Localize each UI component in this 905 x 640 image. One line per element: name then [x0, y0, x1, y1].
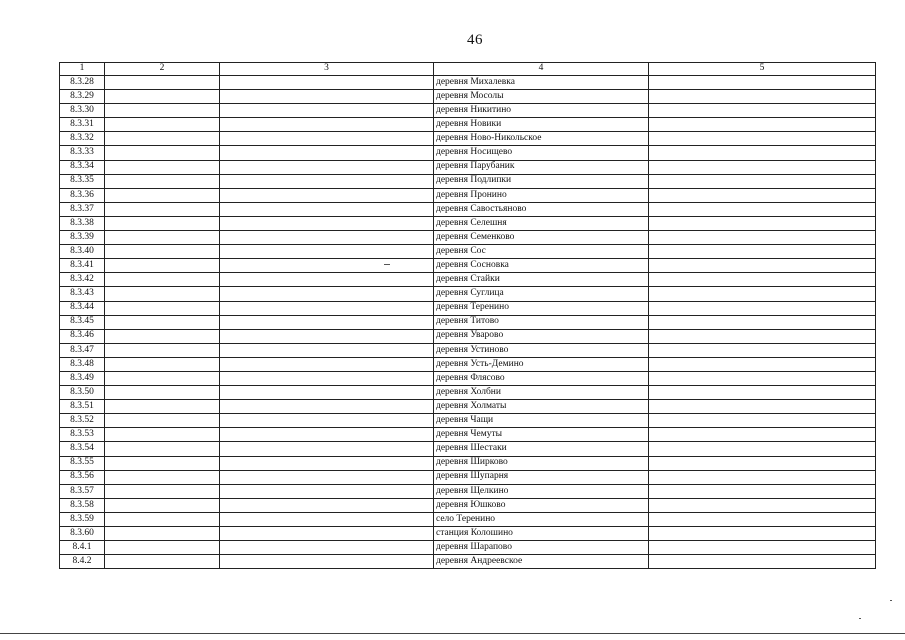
- row-number: 8.3.54: [60, 442, 105, 456]
- column-2-cell: [105, 512, 220, 526]
- column-2-cell: [105, 132, 220, 146]
- settlement-name: деревня Семенково: [434, 231, 649, 245]
- table-row: [60, 146, 876, 160]
- column-3-cell: [220, 329, 434, 343]
- column-3-cell: [220, 160, 434, 174]
- column-5-cell: [649, 245, 876, 259]
- column-header-2: 2: [105, 63, 220, 76]
- column-5-cell: [649, 132, 876, 146]
- settlement-name: деревня Носищево: [434, 146, 649, 160]
- row-number: 8.3.43: [60, 287, 105, 301]
- column-5-cell: [649, 357, 876, 371]
- table-header-row: [60, 63, 876, 76]
- column-3-cell: [220, 259, 434, 273]
- column-3-cell: [220, 484, 434, 498]
- column-5-cell: [649, 315, 876, 329]
- row-number: 8.3.48: [60, 357, 105, 371]
- column-2-cell: [105, 259, 220, 273]
- column-3-cell: [220, 287, 434, 301]
- column-2-cell: [105, 343, 220, 357]
- column-3-cell: [220, 343, 434, 357]
- row-number: 8.3.44: [60, 301, 105, 315]
- column-2-cell: [105, 400, 220, 414]
- table-row: [60, 118, 876, 132]
- column-2-cell: [105, 470, 220, 484]
- column-5-cell: [649, 400, 876, 414]
- settlement-name: деревня Стайки: [434, 273, 649, 287]
- table-row: [60, 90, 876, 104]
- settlement-name: деревня Михалевка: [434, 76, 649, 90]
- row-number: 8.3.49: [60, 371, 105, 385]
- settlement-name: деревня Савостьяново: [434, 202, 649, 216]
- column-3-cell: [220, 357, 434, 371]
- row-number: 8.3.50: [60, 386, 105, 400]
- row-number: 8.3.35: [60, 174, 105, 188]
- settlement-name: деревня Суглица: [434, 287, 649, 301]
- row-number: 8.3.37: [60, 202, 105, 216]
- column-5-cell: [649, 202, 876, 216]
- column-2-cell: [105, 301, 220, 315]
- row-number: 8.3.46: [60, 329, 105, 343]
- column-3-cell: [220, 498, 434, 512]
- settlement-name: деревня Холбни: [434, 386, 649, 400]
- table-row: [60, 273, 876, 287]
- table-row: [60, 188, 876, 202]
- settlement-name: деревня Флясово: [434, 371, 649, 385]
- column-2-cell: [105, 273, 220, 287]
- column-2-cell: [105, 498, 220, 512]
- row-number: 8.3.38: [60, 216, 105, 230]
- column-5-cell: [649, 484, 876, 498]
- column-2-cell: [105, 541, 220, 555]
- settlement-name: деревня Титово: [434, 315, 649, 329]
- settlement-name: деревня Шарапово: [434, 541, 649, 555]
- row-number: 8.3.34: [60, 160, 105, 174]
- column-3-cell: [220, 231, 434, 245]
- table-row: [60, 400, 876, 414]
- column-2-cell: [105, 357, 220, 371]
- row-number: 8.3.45: [60, 315, 105, 329]
- column-5-cell: [649, 231, 876, 245]
- column-2-cell: [105, 371, 220, 385]
- column-3-cell: [220, 555, 434, 569]
- column-3-cell: [220, 371, 434, 385]
- column-2-cell: [105, 555, 220, 569]
- column-3-cell: [220, 174, 434, 188]
- column-header-1: 1: [60, 63, 105, 76]
- row-number: 8.3.56: [60, 470, 105, 484]
- row-number: 8.3.28: [60, 76, 105, 90]
- table-row: [60, 132, 876, 146]
- row-number: 8.3.59: [60, 512, 105, 526]
- column-3-cell: [220, 541, 434, 555]
- column-3-cell: [220, 301, 434, 315]
- settlement-name: деревня Андреевское: [434, 555, 649, 569]
- table-row: [60, 329, 876, 343]
- settlement-name: деревня Подлипки: [434, 174, 649, 188]
- table-row: [60, 527, 876, 541]
- table-row: [60, 386, 876, 400]
- table-row: [60, 442, 876, 456]
- column-2-cell: [105, 386, 220, 400]
- row-number: 8.3.29: [60, 90, 105, 104]
- settlement-name: деревня Шупарня: [434, 470, 649, 484]
- settlement-name: деревня Уварово: [434, 329, 649, 343]
- settlement-name: станция Колошино: [434, 527, 649, 541]
- column-5-cell: [649, 414, 876, 428]
- column-3-cell: [220, 202, 434, 216]
- settlement-name: деревня Ново-Никольское: [434, 132, 649, 146]
- column-5-cell: [649, 301, 876, 315]
- column-3-cell: [220, 315, 434, 329]
- column-2-cell: [105, 76, 220, 90]
- column-3-cell: [220, 527, 434, 541]
- column-2-cell: [105, 90, 220, 104]
- column-2-cell: [105, 216, 220, 230]
- column-2-cell: [105, 160, 220, 174]
- settlement-name: деревня Парубаник: [434, 160, 649, 174]
- column-5-cell: [649, 104, 876, 118]
- table-row: [60, 104, 876, 118]
- column-5-cell: [649, 160, 876, 174]
- column-3-cell: [220, 146, 434, 160]
- table-row: [60, 484, 876, 498]
- table-row: [60, 414, 876, 428]
- row-number: 8.3.30: [60, 104, 105, 118]
- scan-speck: [890, 600, 892, 601]
- column-3-cell: [220, 386, 434, 400]
- column-5-cell: [649, 188, 876, 202]
- column-2-cell: [105, 329, 220, 343]
- column-5-cell: [649, 343, 876, 357]
- column-2-cell: [105, 315, 220, 329]
- column-2-cell: [105, 456, 220, 470]
- column-5-cell: [649, 259, 876, 273]
- table-row: [60, 202, 876, 216]
- settlement-name: деревня Холматы: [434, 400, 649, 414]
- column-3-cell: [220, 428, 434, 442]
- column-2-cell: [105, 188, 220, 202]
- table-row: [60, 357, 876, 371]
- row-number: 8.3.55: [60, 456, 105, 470]
- row-number: 8.3.47: [60, 343, 105, 357]
- settlement-name: деревня Щелкино: [434, 484, 649, 498]
- column-2-cell: [105, 202, 220, 216]
- column-3-cell: [220, 132, 434, 146]
- table-row: [60, 371, 876, 385]
- column-3-cell: [220, 188, 434, 202]
- column-3-cell: [220, 400, 434, 414]
- scan-speck: [859, 618, 861, 619]
- row-number: 8.3.41: [60, 259, 105, 273]
- column-5-cell: [649, 527, 876, 541]
- column-3-cell: [220, 216, 434, 230]
- column-3-cell: [220, 104, 434, 118]
- column-5-cell: [649, 146, 876, 160]
- column-5-cell: [649, 555, 876, 569]
- settlement-name: деревня Сос: [434, 245, 649, 259]
- settlement-name: деревня Селешня: [434, 216, 649, 230]
- column-5-cell: [649, 470, 876, 484]
- column-5-cell: [649, 498, 876, 512]
- settlement-name: село Теренино: [434, 512, 649, 526]
- column-5-cell: [649, 273, 876, 287]
- column-5-cell: [649, 456, 876, 470]
- column-2-cell: [105, 428, 220, 442]
- row-number: 8.3.36: [60, 188, 105, 202]
- column-2-cell: [105, 245, 220, 259]
- column-3-cell: [220, 245, 434, 259]
- column-2-cell: [105, 442, 220, 456]
- column-5-cell: [649, 76, 876, 90]
- settlement-name: деревня Чащи: [434, 414, 649, 428]
- column-3-cell: [220, 512, 434, 526]
- table-row: [60, 231, 876, 245]
- column-5-cell: [649, 428, 876, 442]
- column-2-cell: [105, 118, 220, 132]
- table-row: [60, 315, 876, 329]
- row-number: 8.3.42: [60, 273, 105, 287]
- column-2-cell: [105, 231, 220, 245]
- column-5-cell: [649, 386, 876, 400]
- table-row: [60, 541, 876, 555]
- column-5-cell: [649, 174, 876, 188]
- column-2-cell: [105, 484, 220, 498]
- column-header-3: 3: [220, 63, 434, 76]
- table-row: [60, 498, 876, 512]
- settlement-name: деревня Сосновка: [434, 259, 649, 273]
- column-5-cell: [649, 329, 876, 343]
- column-5-cell: [649, 541, 876, 555]
- column-3-cell: [220, 442, 434, 456]
- row-number: 8.4.2: [60, 555, 105, 569]
- column-2-cell: [105, 174, 220, 188]
- settlement-name: деревня Мосолы: [434, 90, 649, 104]
- column-3-cell: [220, 456, 434, 470]
- row-number: 8.3.40: [60, 245, 105, 259]
- column-3-cell: [220, 273, 434, 287]
- column-5-cell: [649, 118, 876, 132]
- row-number: 8.3.60: [60, 527, 105, 541]
- column-3-cell: [220, 76, 434, 90]
- row-number: 8.3.58: [60, 498, 105, 512]
- table-row: [60, 343, 876, 357]
- table-row: [60, 259, 876, 273]
- settlement-name: деревня Усть-Демино: [434, 357, 649, 371]
- table-row: [60, 174, 876, 188]
- table-row: [60, 160, 876, 174]
- column-5-cell: [649, 442, 876, 456]
- column-2-cell: [105, 414, 220, 428]
- column-5-cell: [649, 90, 876, 104]
- row-number: 8.3.39: [60, 231, 105, 245]
- table-body: [60, 76, 876, 569]
- settlement-name: деревня Ширково: [434, 456, 649, 470]
- table-row: [60, 216, 876, 230]
- column-3-cell: [220, 90, 434, 104]
- row-number: 8.3.51: [60, 400, 105, 414]
- scan-speck: [384, 264, 390, 265]
- column-3-cell: [220, 470, 434, 484]
- column-2-cell: [105, 527, 220, 541]
- settlement-name: деревня Юшково: [434, 498, 649, 512]
- row-number: 8.3.53: [60, 428, 105, 442]
- row-number: 8.3.52: [60, 414, 105, 428]
- table-row: [60, 428, 876, 442]
- table-row: [60, 245, 876, 259]
- settlements-table: [59, 62, 876, 569]
- row-number: 8.3.57: [60, 484, 105, 498]
- table-row: [60, 287, 876, 301]
- settlement-name: деревня Никитино: [434, 104, 649, 118]
- settlement-name: деревня Шестаки: [434, 442, 649, 456]
- row-number: 8.3.32: [60, 132, 105, 146]
- row-number: 8.4.1: [60, 541, 105, 555]
- column-5-cell: [649, 371, 876, 385]
- settlement-name: деревня Устиново: [434, 343, 649, 357]
- table-row: [60, 301, 876, 315]
- settlement-name: деревня Чемуты: [434, 428, 649, 442]
- table-row: [60, 76, 876, 90]
- column-header-5: 5: [649, 63, 876, 76]
- row-number: 8.3.33: [60, 146, 105, 160]
- column-3-cell: [220, 118, 434, 132]
- column-5-cell: [649, 512, 876, 526]
- bottom-scan-edge: [0, 633, 905, 634]
- column-header-4: 4: [434, 63, 649, 76]
- page-number: 46: [467, 32, 483, 48]
- column-5-cell: [649, 287, 876, 301]
- table-row: [60, 456, 876, 470]
- table-row: [60, 470, 876, 484]
- settlement-name: деревня Теренино: [434, 301, 649, 315]
- table-row: [60, 512, 876, 526]
- settlement-name: деревня Новики: [434, 118, 649, 132]
- row-number: 8.3.31: [60, 118, 105, 132]
- table-row: [60, 555, 876, 569]
- column-3-cell: [220, 414, 434, 428]
- column-2-cell: [105, 104, 220, 118]
- column-5-cell: [649, 216, 876, 230]
- settlement-name: деревня Пронино: [434, 188, 649, 202]
- column-2-cell: [105, 146, 220, 160]
- column-2-cell: [105, 287, 220, 301]
